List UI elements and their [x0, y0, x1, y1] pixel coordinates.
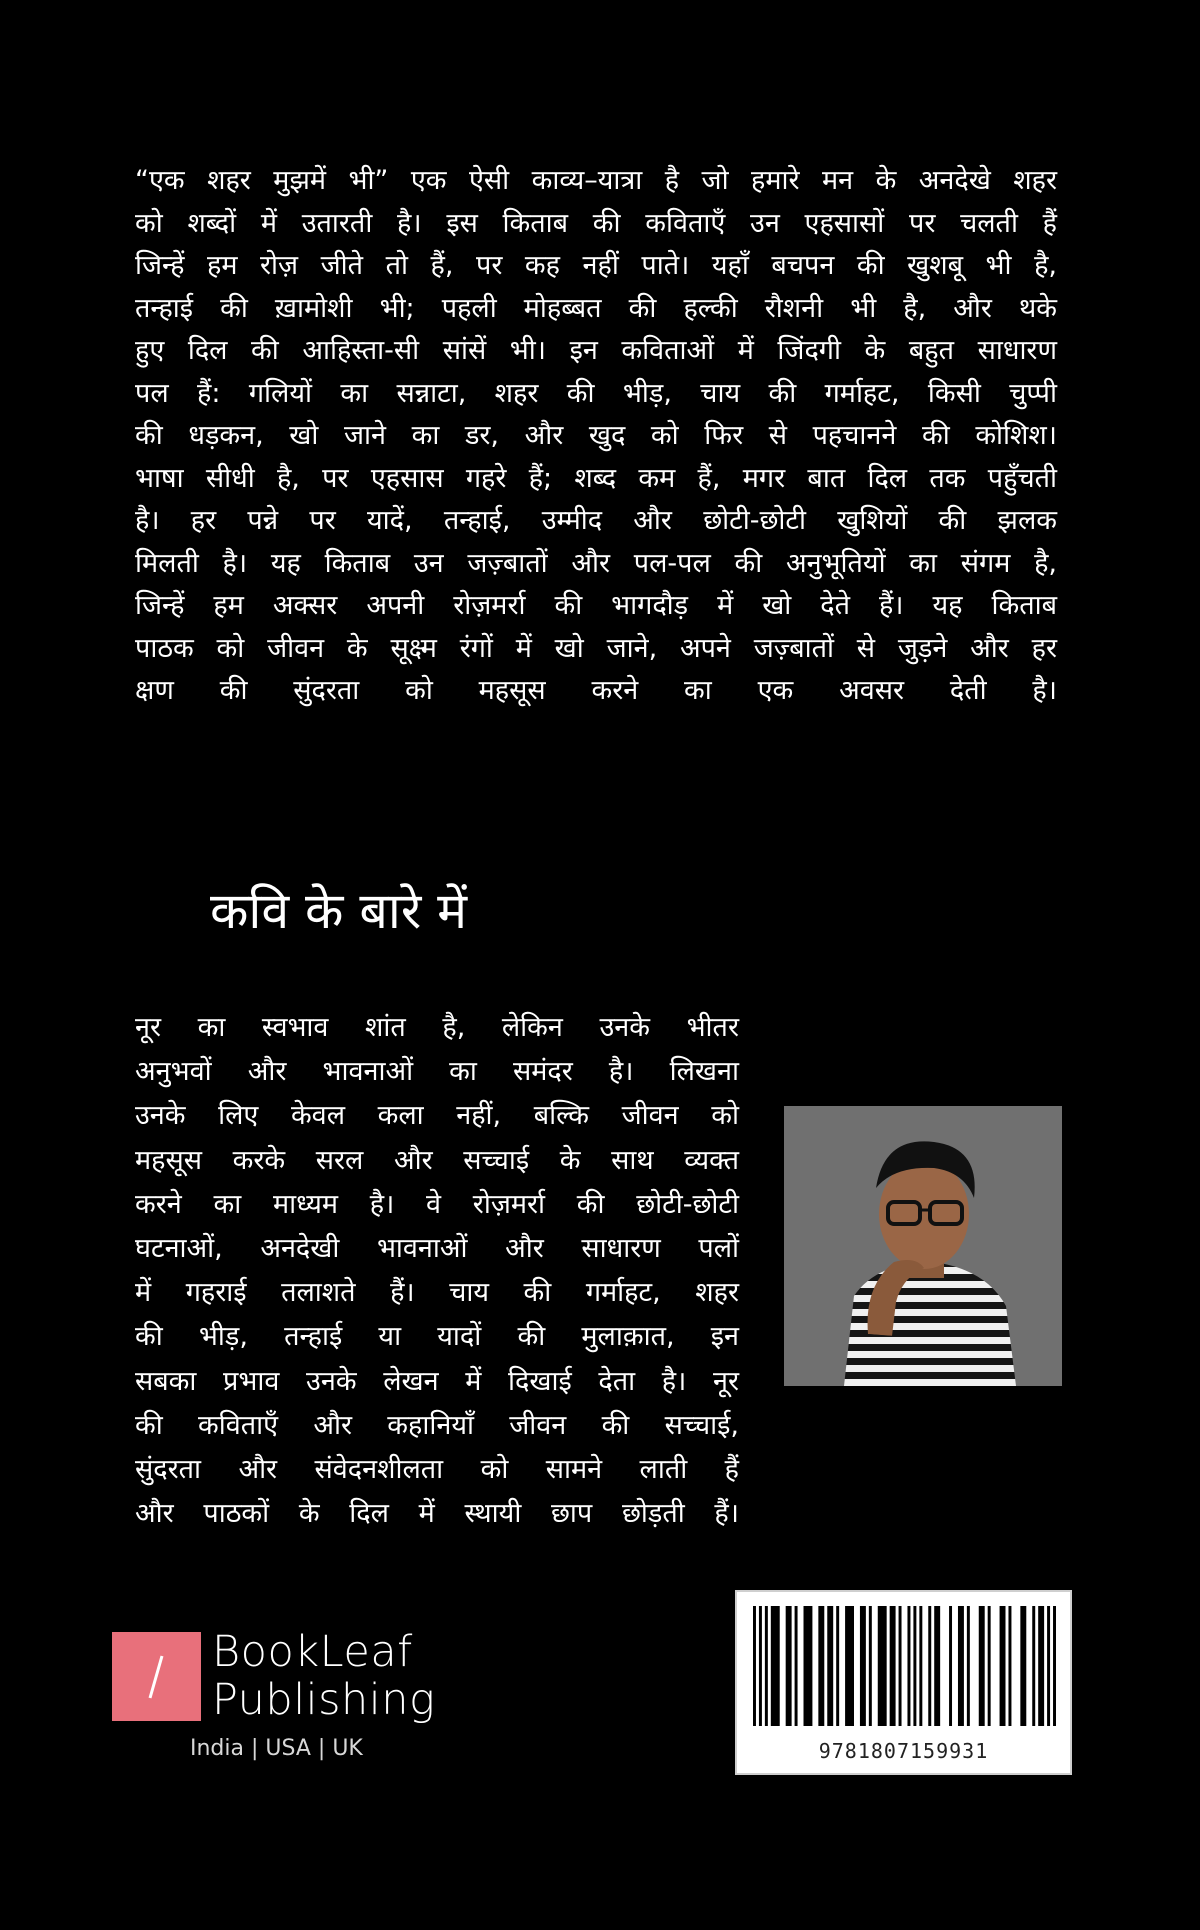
barcode-bar	[836, 1606, 839, 1726]
publisher-name	[212, 1628, 435, 1724]
barcode-bar	[786, 1606, 792, 1726]
barcode-bar	[878, 1606, 887, 1726]
barcode-bar	[753, 1606, 756, 1726]
publisher-name-line2: Publishing	[212, 1675, 436, 1725]
bio-line: में गहराई तलाशते हैं। चाय की गर्माहट, शहर	[135, 1277, 739, 1309]
bio-line: की भीड़, तन्हाई या यादों की मुलाक़ात, इन	[135, 1321, 739, 1353]
barcode-bar	[890, 1606, 896, 1726]
publisher-logo-mark	[112, 1632, 201, 1721]
blurb-line: पल हैं: गलियों का सन्नाटा, शहर की भीड़, चाय की गर्माहट, किसी चुप्पी	[135, 377, 1057, 409]
barcode-bar	[1038, 1606, 1044, 1726]
barcode-bar	[928, 1606, 931, 1726]
blurb-line: मिलती है। यह किताब उन जज़्बातों और पल-पल की अनुभूतियों का संगम है,	[135, 547, 1057, 579]
barcode-bar	[958, 1606, 964, 1726]
bio-line: करने का माध्यम है। वे रोज़मर्रा की छोटी-छोटी	[135, 1188, 739, 1220]
publisher-regions: India | USA | UK	[190, 1736, 363, 1761]
barcode-bar	[979, 1606, 985, 1726]
publisher-name-line1: BookLeaf	[212, 1627, 413, 1677]
barcode-bar	[949, 1606, 952, 1726]
bio-line: अनुभवों और भावनाओं का समंदर है। लिखना	[135, 1056, 739, 1088]
author-photo	[784, 1106, 1062, 1386]
barcode-bar	[913, 1606, 916, 1726]
author-portrait-illustration	[784, 1106, 1062, 1386]
barcode-bar	[795, 1606, 798, 1726]
bio-line: घटनाओं, अनदेखी भावनाओं और साधारण पलों	[135, 1233, 739, 1265]
barcode-bar	[1000, 1606, 1006, 1726]
bio-line: सबका प्रभाव उनके लेखन में दिखाई देता है। नूर	[135, 1365, 739, 1397]
barcode-bar	[1032, 1606, 1035, 1726]
isbn-barcode	[735, 1590, 1072, 1775]
barcode-bars	[753, 1606, 1056, 1726]
barcode-bar	[907, 1606, 910, 1726]
barcode-bar	[919, 1606, 922, 1726]
book-blurb	[135, 160, 1057, 713]
barcode-bar	[934, 1606, 940, 1726]
bio-line: उनके लिए केवल कला नहीं, बल्कि जीवन को	[135, 1100, 739, 1132]
blurb-line: जिन्हें हम अक्सर अपनी रोज़मर्रा की भागदौड़ में खो देते हैं। यह किताब	[135, 590, 1057, 621]
about-poet-heading: कवि के बारे में	[210, 882, 468, 940]
barcode-bar	[1020, 1606, 1026, 1726]
barcode-bar	[1008, 1606, 1011, 1726]
bio-line: सुंदरता और संवेदनशीलता को सामने लाती हैं	[135, 1454, 739, 1486]
barcode-bar	[818, 1606, 824, 1726]
blurb-line: हुए दिल की आहिस्ता-सी सांसें भी। इन कविताओं में जिंदगी के बहुत साधारण	[135, 335, 1057, 366]
slash-icon	[112, 1632, 201, 1721]
barcode-bar	[1053, 1606, 1056, 1726]
blurb-line: है। हर पन्ने पर यादें, तन्हाई, उम्मीद और छोटी-छोटी खुशियों की झलक	[135, 505, 1057, 536]
barcode-bar	[771, 1606, 780, 1726]
barcode-bar	[845, 1606, 854, 1726]
publisher-logo	[112, 1628, 452, 1778]
barcode-bar	[804, 1606, 813, 1726]
poet-bio	[135, 1006, 739, 1536]
blurb-line: को शब्दों में उतारती है। इस किताब की कविताएँ उन एहसासों पर चलती हैं	[135, 207, 1057, 239]
blurb-line: पाठक को जीवन के सूक्ष्म रंगों में खो जाने, अपने जज़्बातों से जुड़ने और हर	[135, 632, 1057, 664]
barcode-bar	[1047, 1606, 1050, 1726]
bio-line: और पाठकों के दिल में स्थायी छाप छोड़ती हैं।	[135, 1498, 739, 1530]
isbn-number: 9781807159931	[818, 1739, 989, 1763]
barcode-bar	[967, 1606, 970, 1726]
barcode-bar	[899, 1606, 902, 1726]
blurb-line: जिन्हें हम रोज़ जीते तो हैं, पर कह नहीं पाते। यहाँ बचपन की खुशबू भी है,	[135, 250, 1057, 281]
barcode-bar	[765, 1606, 768, 1726]
blurb-line: की धड़कन, खो जाने का डर, और खुद को फिर से पहचानने की कोशिश।	[135, 420, 1057, 451]
barcode-bar	[827, 1606, 833, 1726]
barcode-bar	[860, 1606, 866, 1726]
blurb-line: भाषा सीधी है, पर एहसास गहरे हैं; शब्द कम हैं, मगर बात दिल तक पहुँचती	[135, 462, 1057, 494]
blurb-line: “एक शहर मुझमें भी” एक ऐसी काव्य–यात्रा है जो हमारे मन के अनदेखे शहर	[135, 165, 1057, 196]
barcode-bar	[988, 1606, 991, 1726]
bio-line: की कविताएँ और कहानियाँ जीवन की सच्चाई,	[135, 1409, 739, 1441]
blurb-line: क्षण की सुंदरता को महसूस करने का एक अवसर देती है।	[135, 675, 1057, 706]
barcode-bar	[759, 1606, 762, 1726]
blurb-line: तन्हाई की ख़ामोशी भी; पहली मोहब्बत की हल्की रौशनी भी है, और थके	[135, 292, 1057, 324]
bio-line: नूर का स्वभाव शांत है, लेकिन उनके भीतर	[135, 1012, 739, 1043]
barcode-bar	[869, 1606, 872, 1726]
bio-line: महसूस करके सरल और सच्चाई के साथ व्यक्त	[135, 1144, 739, 1176]
